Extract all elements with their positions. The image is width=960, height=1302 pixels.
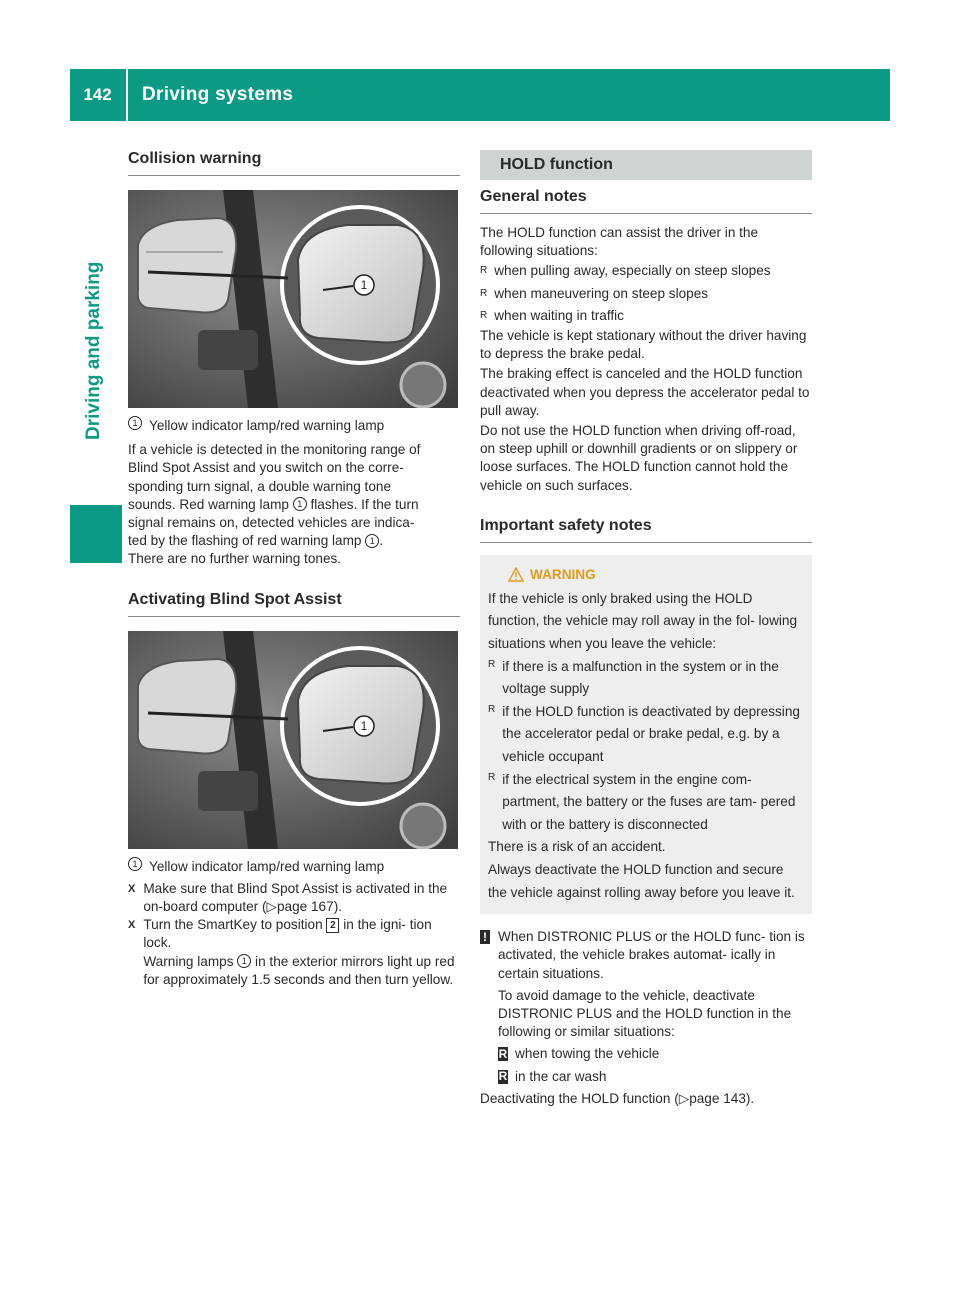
bullet-icon: R [480, 309, 488, 321]
callout-1-icon: 1 [365, 534, 379, 548]
bullet-icon: R [498, 1069, 508, 1084]
warning-intro: If the vehicle is only braked using the HOLD function, the vehicle may roll away in the fol- lowing situations when you leave the vehicle: [488, 590, 798, 652]
general-p2: The braking effect is canceled and the HOLD function deactivated when you depress the accelerator pedal to pull away. [480, 366, 810, 418]
list-item: R when pulling away, especially on steep slopes [480, 262, 812, 280]
page-title: Driving systems [142, 84, 294, 105]
activating-heading: Activating Blind Spot Assist [128, 591, 460, 617]
position-2-icon: 2 [326, 918, 339, 933]
page-number: 142 [83, 85, 112, 104]
page-ref-link[interactable]: page 143 [689, 1090, 746, 1106]
header-divider [126, 69, 128, 121]
side-tab-label: Driving and parking [83, 261, 104, 440]
general-p1: The vehicle is kept stationary without the driver having to depress the brake pedal. [480, 328, 807, 362]
general-p3: Do not use the HOLD function when driving off-road, on steep uphill or downhill gradients or on slippery or loose surfaces. The HOLD function cannot hold the vehicle on such surfaces. [480, 423, 798, 493]
svg-text:1: 1 [360, 718, 368, 733]
mirror-photo-1 [128, 190, 458, 408]
list-item: R if the electrical system in the engine com- partment, the battery or the fuses are tam- pered with or the battery is disconnected [488, 769, 804, 837]
header-bar [70, 69, 890, 121]
caption-1 [128, 417, 460, 435]
callout-1-icon: 1 [293, 497, 307, 511]
caption-2-text: Yellow indicator lamp/red warning lamp [149, 858, 385, 874]
warning-title: WARNING [488, 567, 804, 582]
warning-risk: There is a risk of an accident. [488, 839, 666, 855]
callout-1-icon: 1 [128, 857, 142, 871]
warning-box [480, 555, 812, 914]
hold-function-heading: HOLD function [480, 150, 812, 180]
caption-2 [128, 858, 460, 876]
general-bullets [480, 262, 812, 325]
general-notes-heading: General notes [480, 188, 812, 214]
step-icon: X [128, 882, 136, 895]
right-column [480, 150, 812, 1108]
bullet-icon: R [498, 1047, 508, 1062]
notice-icon: ! [480, 930, 490, 944]
bullet-icon: R [480, 265, 488, 277]
mirror-photo-2 [128, 631, 458, 849]
notice-p2: To avoid damage to the vehicle, deactivate DISTRONIC PLUS and the HOLD function in the following or similar situations: [498, 987, 792, 1040]
notice-block [480, 928, 812, 1086]
callout-1-icon: 1 [128, 416, 142, 430]
bullet-icon: R [480, 287, 488, 299]
safety-notes-heading: Important safety notes [480, 517, 812, 543]
callout-1-icon: 1 [237, 954, 251, 968]
bullet-icon: R [488, 771, 496, 783]
list-item: R if there is a malfunction in the system or in the voltage supply [488, 656, 804, 701]
list-item: R when waiting in traffic [480, 307, 812, 325]
bullet-icon: R [488, 658, 496, 670]
list-item: R if the HOLD function is deactivated by depressing the accelerator pedal or brake pedal, e.g. by a vehicle occupant [488, 701, 804, 769]
notice-p1: When DISTRONIC PLUS or the HOLD func- tion is activated, the vehicle brakes automat- ically in certain situations. [498, 929, 805, 981]
general-intro: The HOLD function can assist the driver in the following situations: [480, 225, 759, 259]
collision-paragraph: If a vehicle is detected in the monitoring range of Blind Spot Assist and you switch on the corre- sponding turn signal, a double warning tone sounds. Red warning lamp 1 flashes. If the turn signal remains on, detected vehicles are indica- ted by the flashing of red warning lamp 1 . There are no further warning tones. [128, 442, 421, 567]
side-tab-marker [70, 505, 122, 563]
caption-1-text: Yellow indicator lamp/red warning lamp [149, 418, 385, 433]
list-item: R when towing the vehicle [498, 1046, 660, 1062]
deactivate-line: Deactivating the HOLD function (▷page 143). [480, 1090, 755, 1106]
collision-warning-heading: Collision warning [128, 150, 460, 176]
step-2: X Turn the SmartKey to position 2 in the igni- tion lock. Warning lamps 1 in the exterior mirrors light up red for approximately 1.5 seconds and then turn yellow. [128, 916, 460, 989]
step-icon: X [128, 919, 136, 932]
svg-text:1: 1 [360, 278, 368, 292]
steps-list [128, 880, 460, 989]
left-column [128, 150, 460, 989]
ref-arrow-icon: ▷ [266, 899, 277, 915]
list-item: R when maneuvering on steep slopes [480, 285, 812, 303]
warning-triangle-icon [508, 567, 524, 582]
step-1: X Make sure that Blind Spot Assist is activated in the on-board computer (▷page 167). [128, 880, 460, 916]
ref-arrow-icon: ▷ [678, 1090, 690, 1106]
warning-action: Always deactivate the HOLD function and secure the vehicle against rolling away before you leave it. [488, 861, 795, 900]
list-item: R in the car wash [498, 1068, 607, 1084]
page-ref-link[interactable]: page 167 [276, 899, 334, 915]
bullet-icon: R [488, 703, 496, 715]
